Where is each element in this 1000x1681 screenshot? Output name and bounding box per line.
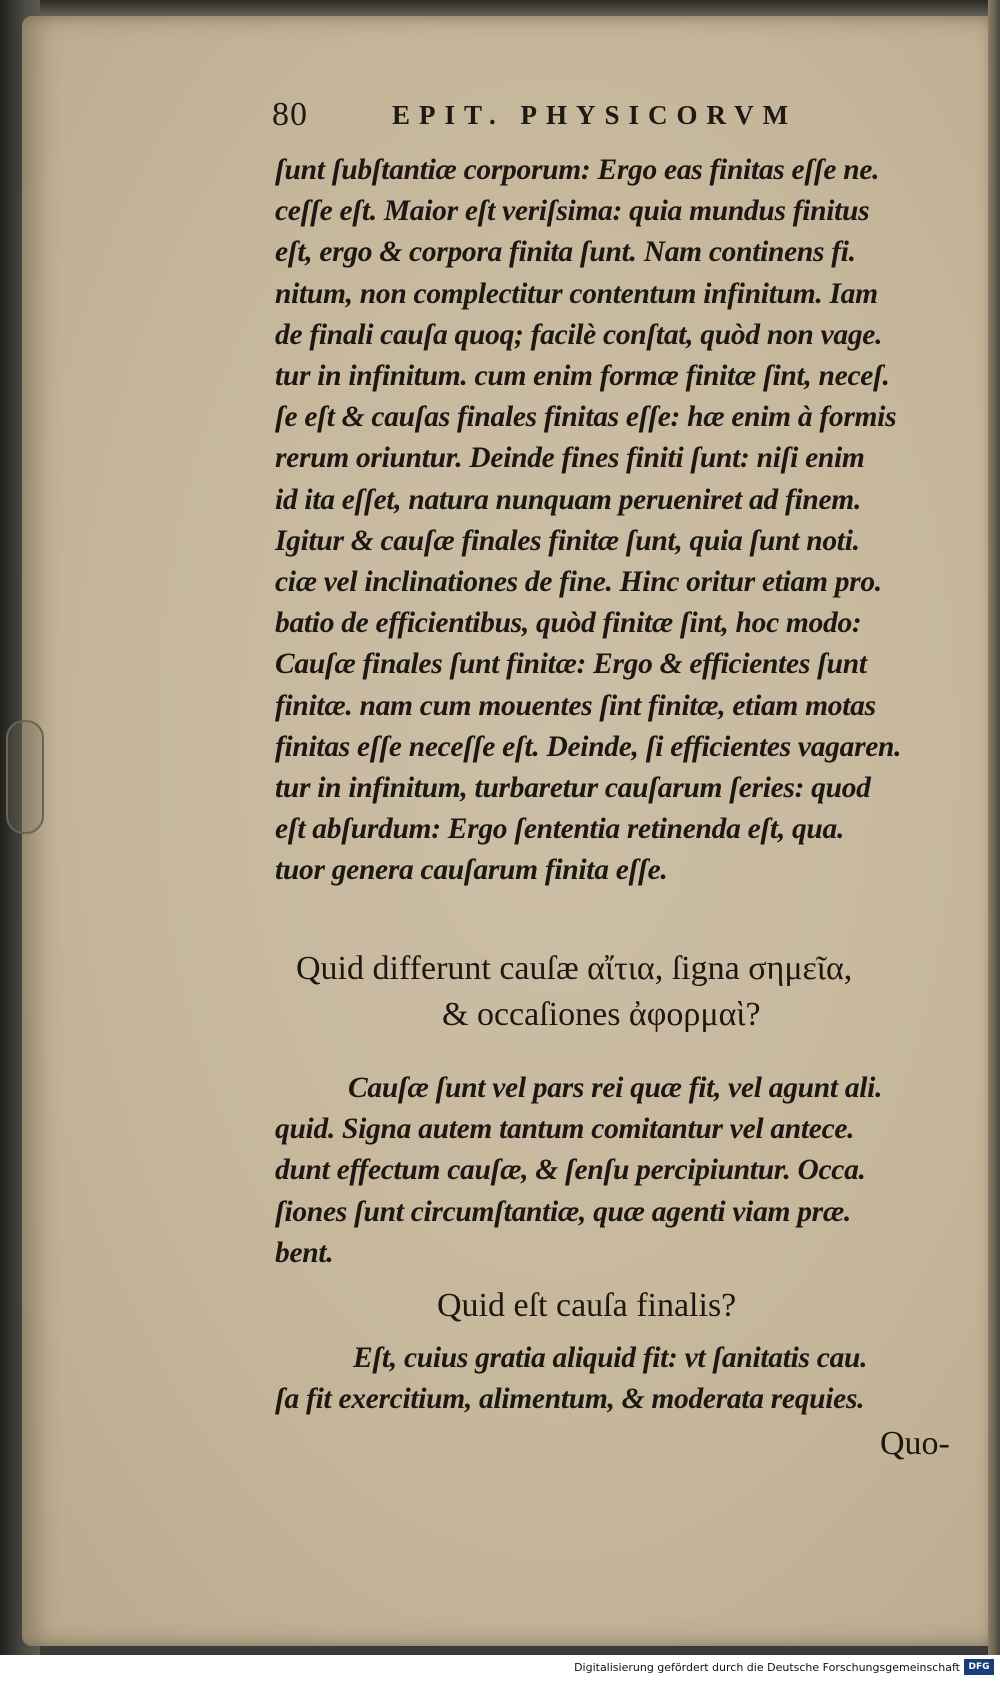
text-line: id ita eſſet, natura nunquam perueniret ad finem.: [275, 483, 862, 516]
page-fore-edge: [988, 0, 1000, 1655]
text-line: ciæ vel inclinationes de fine. Hinc oritur etiam pro.: [275, 566, 882, 599]
text-line: nitum, non complectitur contentum infinitum. Iam: [275, 277, 878, 310]
text-line: ceſſe eſt. Maior eſt veriſsima: quia mundus finitus: [275, 195, 870, 228]
text-line: Igitur & cauſæ finales finitæ ſunt, quia ſunt noti.: [275, 524, 860, 557]
text-line: ſa fit exercitium, alimentum, & moderata requies.: [275, 1383, 865, 1416]
text-line: batio de efficientibus, quòd finitæ ſint, hoc modo:: [275, 607, 862, 640]
text-line: quid. Signa autem tantum comitantur vel antece.: [275, 1113, 855, 1146]
text-line: ſunt ſubſtantiæ corporum: Ergo eas finitas eſſe ne.: [275, 154, 880, 186]
text-line: Cauſæ finales ſunt finitæ: Ergo & efficientes ſunt: [275, 648, 867, 681]
page-number: 80: [272, 96, 308, 133]
section-heading: Quid eſt cauſa finalis?: [437, 1287, 737, 1324]
text-line: ſiones ſunt circumſtantiæ, quæ agenti viam præ.: [275, 1195, 851, 1228]
catchword: Quo-: [880, 1425, 950, 1462]
text-line: eſt abſurdum: Ergo ſententia retinenda eſt, qua.: [275, 813, 845, 846]
text-line: ſe eſt & cauſas finales finitas eſſe: hæ enim à formis: [275, 401, 897, 434]
text-line: eſt, ergo & corpora finita ſunt. Nam continens fi.: [275, 236, 856, 269]
text-line: finitæ. nam cum mouentes ſint finitæ, etiam motas: [275, 689, 876, 722]
paragraph-1: [275, 150, 975, 892]
text-line: Eſt, cuius gratia aliquid fit: vt ſanitatis cau.: [353, 1342, 868, 1374]
digitization-footer: [0, 1655, 1000, 1681]
section-heading-line: Quid differunt cauſæ αἴτια, ſigna σημεῖα,: [296, 950, 853, 987]
paragraph-3: [275, 1338, 975, 1420]
text-line: tuor genera cauſarum finita eſſe.: [275, 854, 668, 887]
text-line: finitas eſſe neceſſe eſt. Deinde, ſi efficientes vagaren.: [275, 730, 902, 763]
text-line: bent.: [275, 1236, 334, 1269]
dfg-logo: DFG: [964, 1659, 994, 1675]
section-heading-line: & occaſiones ἀφορμαὶ?: [442, 996, 761, 1033]
running-head: EPIT. PHYSICORVM: [392, 100, 798, 130]
paragraph-2: [275, 1068, 975, 1274]
page-header: [272, 96, 922, 146]
text-line: dunt effectum cauſæ, & ſenſu percipiuntur. Occa.: [275, 1154, 866, 1187]
text-line: rerum oriuntur. Deinde fines finiti ſunt: niſi enim: [275, 442, 865, 475]
binding-clip: [6, 720, 44, 834]
funding-credit: Digitalisierung gefördert durch die Deutsche Forschungsgemeinschaft: [574, 1661, 960, 1674]
text-line: Cauſæ ſunt vel pars rei quæ fit, vel agunt ali.: [348, 1072, 883, 1104]
text-line: tur in infinitum. cum enim formæ finitæ ſint, neceſ.: [275, 360, 890, 393]
text-line: tur in infinitum, turbaretur cauſarum ſeries: quod: [275, 772, 871, 805]
text-line: de finali cauſa quoq; facilè conſtat, quòd non vage.: [275, 318, 883, 351]
